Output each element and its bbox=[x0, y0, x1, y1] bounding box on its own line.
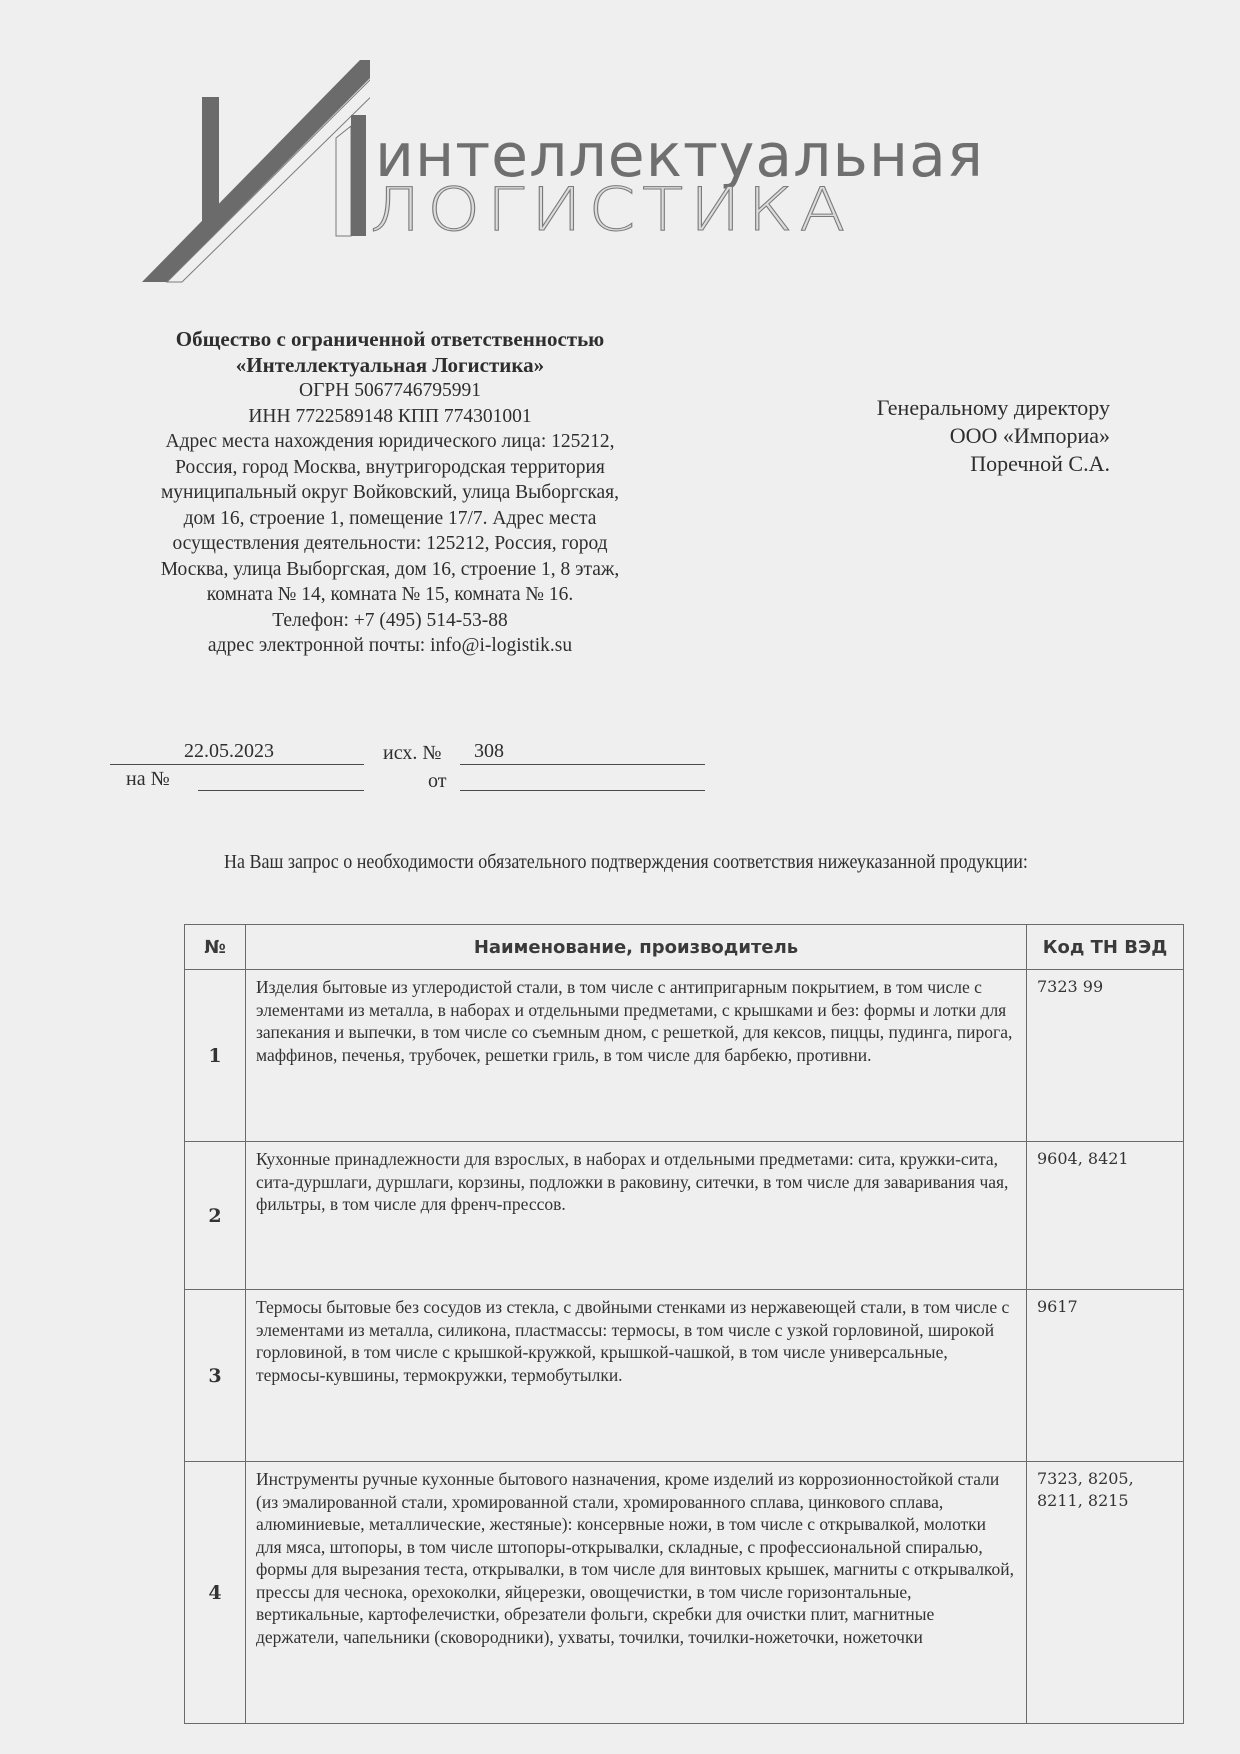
outgoing-date: 22.05.2023 bbox=[184, 740, 274, 762]
row-code: 7323, 8205, 8211, 8215 bbox=[1027, 1462, 1184, 1724]
table-row bbox=[185, 1142, 1184, 1290]
logo-text-line2: ЛОГИСТИКА bbox=[370, 175, 853, 245]
table-row bbox=[185, 970, 1184, 1142]
sender-block bbox=[150, 326, 630, 659]
sender-inn-kpp: ИНН 7722589148 КПП 774301001 bbox=[248, 405, 532, 427]
row-name: Кухонные принадлежности для взрослых, в наборах и отдельными предметами: сита, кружки-сита, сита-дуршлаги, дуршлаги, корзины, подложки в раковину, ситечки, в том числе для заваривания чая, фильтры, в том числе для френч-прессов. bbox=[256, 1149, 1009, 1214]
header-name: Наименование, производитель bbox=[246, 925, 1027, 970]
row-number: 3 bbox=[185, 1290, 246, 1462]
table-header-row bbox=[185, 925, 1184, 970]
company-logo bbox=[130, 60, 1140, 300]
logo-monogram-icon bbox=[130, 60, 370, 300]
row-number: 1 bbox=[185, 970, 246, 1142]
row-code: 9604, 8421 bbox=[1027, 1142, 1184, 1290]
row-code: 9617 bbox=[1027, 1290, 1184, 1462]
goods-table bbox=[184, 924, 1184, 1724]
outgoing-number-underline bbox=[460, 764, 705, 765]
sender-ogrn: ОГРН 5067746795991 bbox=[299, 380, 481, 401]
row-number: 4 bbox=[185, 1462, 246, 1724]
row-name: Изделия бытовые из углеродистой стали, в том числе с антипригарным покрытием, в том числе с элементами из металла, в наборах и отдельными предметами, с крышками и без: формы и лотки для запекания и выпечки, в том числе со съемным дном, с решеткой, для кексов, пиццы, пудинга, пирога, маффинов, печенья, трубочек, решетки гриль, в том числе для барбекю, противни. bbox=[256, 977, 1013, 1065]
recipient-name: Поречной С.А. bbox=[970, 451, 1110, 476]
sender-address: Адрес места нахождения юридического лица: 125212, Россия, город Москва, внутригородская территория муниципальный округ Войковский, улица Выборгская, дом 16, строение 1, помещение 17/7. Адрес места осуществления деятельности: 125212, Россия, город Москва, улица Выборгская, дом 16, строение 1, 8 этаж, комната № 14, комната № 15, комната № 16. bbox=[160, 431, 620, 605]
sender-email: адрес электронной почты: info@i-logistik.su bbox=[207, 635, 573, 656]
header-code: Код ТН ВЭД bbox=[1027, 925, 1184, 970]
date-underline bbox=[110, 764, 364, 765]
outgoing-number-label: исх. № bbox=[383, 742, 442, 764]
recipient-company: ООО «Импориа» bbox=[949, 423, 1110, 448]
in-reply-underline bbox=[198, 790, 364, 791]
logo-right-bar bbox=[351, 115, 366, 236]
intro-text: На Ваш запрос о необходимости обязательного подтверждения соответствия нижеуказанной продукции: bbox=[224, 851, 1028, 873]
header-number: № bbox=[185, 925, 246, 970]
row-number: 2 bbox=[185, 1142, 246, 1290]
reference-block bbox=[110, 740, 710, 800]
table-row bbox=[185, 1290, 1184, 1462]
recipient-position: Генеральному директору bbox=[876, 395, 1110, 420]
logo-right-outline bbox=[336, 126, 351, 236]
sender-phone: Телефон: +7 (495) 514-53-88 bbox=[272, 609, 508, 631]
in-reply-label: на № bbox=[126, 768, 170, 790]
from-label: от bbox=[428, 770, 447, 792]
recipient-block bbox=[760, 394, 1110, 478]
logo-text-line1: интеллектуальная bbox=[375, 121, 984, 191]
intro-paragraph bbox=[170, 846, 1061, 879]
row-code: 7323 99 bbox=[1027, 970, 1184, 1142]
table-row bbox=[185, 1462, 1184, 1724]
row-name: Инструменты ручные кухонные бытового назначения, кроме изделий из коррозионностойкой стали (из эмалированной стали, хромированной стали, хромированного сплава, цинкового сплава, алюминиевые, металлические, жестяные): консервные ножи, в том числе с открывалкой, молотки для мяса, штопоры, в том числе штопоры-открывалки, складные, с профессиональной спиралью, формы для вырезания теста, открывалки, в том числе для винтовых крышек, магниты с открывалкой, прессы для чеснока, орехоколки, яйцерезки, овощечистки, в том числе горизонтальные, вертикальные, картофелечистки, обрезатели фольги, скребки для очистки плит, магнитные держатели, чапельники (сковородники), ухваты, точилки, точилки-ножеточки, ножеточки bbox=[256, 1469, 1015, 1647]
outgoing-number: 308 bbox=[474, 740, 504, 762]
sender-title: Общество с ограниченной ответственностью «Интеллектуальная Логистика» bbox=[175, 327, 605, 377]
row-name: Термосы бытовые без сосудов из стекла, с двойными стенками из нержавеющей стали, в том числе с элементами из металла, силикона, пластмассы: термосы, в том числе с узкой горловиной, широкой горловиной, в том числе с крышкой-кружкой, крышкой-чашкой, в том числе универсальные, термосы-кувшины, термокружки, термобутылки. bbox=[256, 1297, 1010, 1385]
from-underline bbox=[460, 790, 705, 791]
